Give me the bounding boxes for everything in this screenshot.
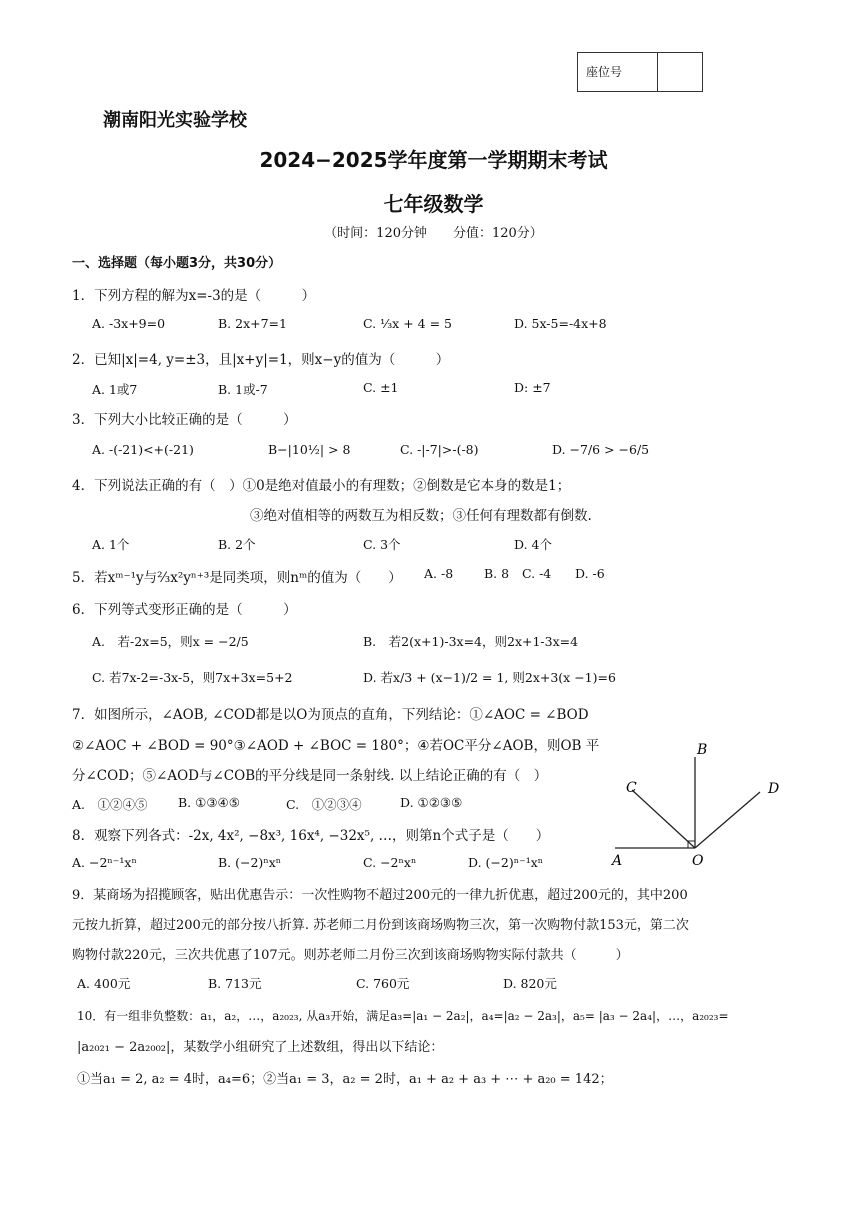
q7-option-d: D. ①②③⑤ [400,795,463,810]
q6-option-b: B. 若2(x+1)-3x=4，则2x+1-3x=4 [363,634,579,649]
q3-option-c: C. -|-7|>-(-8) [400,442,479,457]
q10-line1: 10．有一组非负整数：a₁，a₂，…，a₂₀₂₃, 从a₃开始，满足a₃=|a₁ − 2a₂|，a₄=|a₂ − 2a₃|，a₅= |a₃ − 2a₄|，…，a₂₀₂₃= [77,1009,729,1023]
subject-title: 七年级数学 [383,192,484,216]
q2-option-a: A. 1或7 [92,382,138,397]
q8-stem: 8．观察下列各式：-2x, 4x², −8x³, 16x⁴, −32x⁵, …，则第n个式子是（ ） [72,828,550,844]
q9-option-a: A. 400元 [77,976,131,991]
q3-option-b: B−|10½| > 8 [268,442,351,457]
angle-figure [600,735,800,870]
q8-option-a: A. −2ⁿ⁻¹xⁿ [72,855,137,870]
ray-oc [632,790,695,848]
q9-line2: 元按九折算，超过200元的部分按八折算. 苏老师二月份到该商场购物三次，第一次购物付款153元，第二次 [72,918,689,933]
q9-line1: 9．某商场为招揽顾客，贴出优惠告示：一次性购物不超过200元的一律九折优惠，超过200元的，其中200 [72,888,688,903]
q3-option-a: A. -(-21)<+(-21) [92,442,194,457]
q5-option-c: C. -4 [522,566,552,581]
q4-option-d: D. 4个 [514,537,552,552]
q5-stem: 5．若xᵐ⁻¹y与⅔x²yⁿ⁺³是同类项，则nᵐ的值为（ ） [72,570,402,586]
q6-option-c: C. 若7x-2=-3x-5，则7x+3x=5+2 [92,670,293,685]
q7-option-a: A. ①②④⑤ [72,797,148,812]
q4-option-a: A. 1个 [92,537,130,552]
q7-line3: 分∠COD；⑤∠AOD与∠COB的平分线是同一条射线. 以上结论正确的有（ ） [72,768,548,784]
label-a: A [612,853,623,869]
q7-line2: ②∠AOC + ∠BOD = 90°③∠AOD + ∠BOC = 180°；④若OC平分∠AOB，则OB 平 [72,738,600,754]
q6-option-d: D. 若x/3 + (x−1)/2 = 1, 则2x+3(x −1)=6 [363,670,616,685]
q1-stem: 1．下列方程的解为x=-3的是（ ） [72,288,316,304]
q8-option-b: B. (−2)ⁿxⁿ [218,855,282,870]
q8-option-c: C. −2ⁿxⁿ [363,855,417,870]
q2-option-b: B. 1或-7 [218,382,268,397]
q9-option-c: C. 760元 [356,976,410,991]
section-heading: 一、选择题（每小题3分，共30分） [72,256,282,271]
time-info: （时间：120分钟 分值：120分） [324,226,543,241]
seat-label: 座位号 [578,53,658,91]
label-d: D [768,781,780,797]
q6-stem: 6．下列等式变形正确的是（ ） [72,602,297,618]
q2-option-d: D: ±7 [514,380,551,395]
school-name: 潮南阳光实验学校 [103,110,247,131]
q4-stem: 4．下列说法正确的有（ ）①0是绝对值最小的有理数；②倒数是它本身的数是1； [72,478,571,494]
q3-stem: 3．下列大小比较正确的是（ ） [72,412,297,428]
ray-od [695,792,760,848]
q7-option-c: C. ①②③④ [286,797,362,812]
label-c: C [626,780,637,796]
q7-option-b: B. ①③④⑤ [178,795,240,810]
exam-title: 2024−2025学年度第一学期期末考试 [259,148,608,172]
label-o: O [692,853,704,869]
q5-option-d: D. -6 [575,566,605,581]
q5-option-a: A. -8 [424,566,454,581]
q5-option-b: B. 8 [484,566,510,581]
q9-option-b: B. 713元 [208,976,262,991]
q1-option-b: B. 2x+7=1 [218,316,287,331]
q2-stem: 2．已知|x|=4, y=±3，且|x+y|=1，则x−y的值为（ ） [72,352,450,368]
q7-line1: 7．如图所示，∠AOB, ∠COD都是以O为顶点的直角，下列结论：①∠AOC = ∠BOD [72,707,589,723]
seat-number-box [577,52,703,92]
q3-option-d: D. −7/6 > −6/5 [552,442,650,457]
q1-option-d: D. 5x-5=-4x+8 [514,316,607,331]
label-b: B [697,742,708,758]
q6-option-a: A. 若-2x=5，则x = −2/5 [92,634,249,649]
q10-line3: ①当a₁ = 2, a₂ = 4时，a₄=6；②当a₁ = 3，a₂ = 2时，a₁ + a₂ + a₃ + ⋯ + a₂₀ = 142； [77,1072,613,1087]
q4-option-b: B. 2个 [218,537,256,552]
q1-option-c: C. ⅓x + 4 = 5 [363,316,452,331]
q10-line2: |a₂₀₂₁ − 2a₂₀₀₂|，某数学小组研究了上述数组，得出以下结论： [77,1040,444,1055]
q9-option-d: D. 820元 [503,976,557,991]
q2-option-c: C. ±1 [363,380,399,395]
q4-option-c: C. 3个 [363,537,401,552]
q4-stem-continued: ③绝对值相等的两数互为相反数；③任何有理数都有倒数. [250,508,592,524]
q9-line3: 购物付款220元，三次共优惠了107元。则苏老师二月份三次到该商场购物实际付款共（ ） [72,948,629,963]
q1-option-a: A. -3x+9=0 [92,316,166,331]
q8-option-d: D. (−2)ⁿ⁻¹xⁿ [468,855,544,870]
